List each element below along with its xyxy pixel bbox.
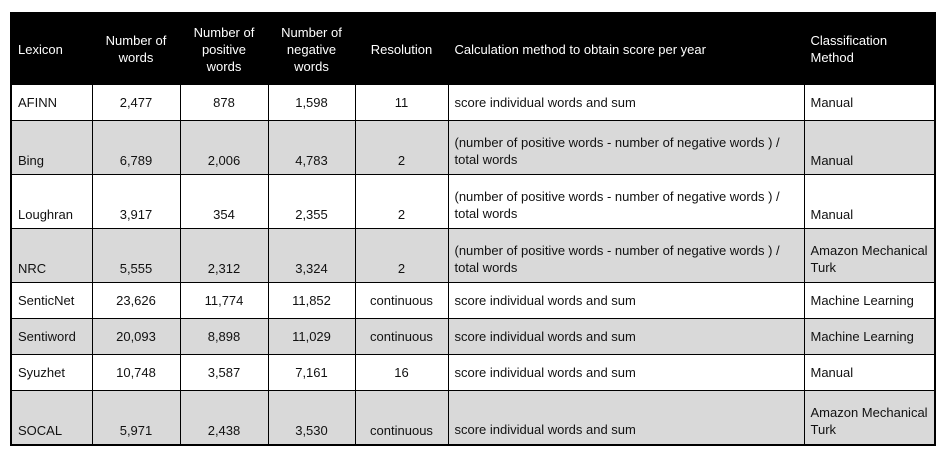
table-row (11, 391, 935, 445)
header-calculation-method: Calculation method to obtain score per year (448, 13, 804, 85)
cell-negative: 4,783 (268, 121, 355, 175)
cell-resolution: 2 (355, 121, 448, 175)
cell-positive: 2,438 (180, 391, 268, 445)
cell-calculation: score individual words and sum (448, 283, 804, 319)
header-positive-words: Number of positive words (180, 13, 268, 85)
cell-resolution: continuous (355, 391, 448, 445)
cell-lexicon: AFINN (11, 85, 92, 121)
cell-lexicon: Bing (11, 121, 92, 175)
cell-calculation: (number of positive words - number of negative words ) / total words (448, 175, 804, 229)
cell-negative: 1,598 (268, 85, 355, 121)
cell-negative: 7,161 (268, 355, 355, 391)
header-number-of-words: Number of words (92, 13, 180, 85)
cell-lexicon: Loughran (11, 175, 92, 229)
header-classification-method: Classification Method (804, 13, 935, 85)
cell-lexicon: SOCAL (11, 391, 92, 445)
cell-negative: 2,355 (268, 175, 355, 229)
cell-words: 10,748 (92, 355, 180, 391)
cell-positive: 11,774 (180, 283, 268, 319)
cell-resolution: continuous (355, 319, 448, 355)
cell-calculation: (number of positive words - number of negative words ) / total words (448, 121, 804, 175)
cell-classification: Machine Learning (804, 283, 935, 319)
table-row (11, 229, 935, 283)
cell-classification: Machine Learning (804, 319, 935, 355)
cell-negative: 3,324 (268, 229, 355, 283)
cell-positive: 8,898 (180, 319, 268, 355)
cell-resolution: 11 (355, 85, 448, 121)
header-lexicon: Lexicon (11, 13, 92, 85)
cell-classification: Manual (804, 355, 935, 391)
cell-calculation: score individual words and sum (448, 355, 804, 391)
cell-words: 3,917 (92, 175, 180, 229)
cell-lexicon: NRC (11, 229, 92, 283)
cell-negative: 3,530 (268, 391, 355, 445)
cell-positive: 2,006 (180, 121, 268, 175)
cell-words: 23,626 (92, 283, 180, 319)
cell-words: 20,093 (92, 319, 180, 355)
cell-calculation: score individual words and sum (448, 319, 804, 355)
header-negative-words: Number of negative words (268, 13, 355, 85)
cell-positive: 878 (180, 85, 268, 121)
table-row (11, 319, 935, 355)
cell-classification: Manual (804, 175, 935, 229)
cell-calculation: (number of positive words - number of negative words ) / total words (448, 229, 804, 283)
header-resolution: Resolution (355, 13, 448, 85)
cell-classification: Amazon Mechanical Turk (804, 391, 935, 445)
table-row (11, 283, 935, 319)
table-header-row (11, 13, 935, 85)
cell-lexicon: SenticNet (11, 283, 92, 319)
cell-positive: 2,312 (180, 229, 268, 283)
table-row (11, 175, 935, 229)
table-row (11, 355, 935, 391)
cell-calculation: score individual words and sum (448, 391, 804, 445)
cell-classification: Amazon Mechanical Turk (804, 229, 935, 283)
cell-words: 5,555 (92, 229, 180, 283)
cell-resolution: 16 (355, 355, 448, 391)
cell-words: 6,789 (92, 121, 180, 175)
cell-negative: 11,852 (268, 283, 355, 319)
cell-negative: 11,029 (268, 319, 355, 355)
cell-words: 5,971 (92, 391, 180, 445)
cell-resolution: 2 (355, 175, 448, 229)
cell-lexicon: Sentiword (11, 319, 92, 355)
table-row (11, 85, 935, 121)
cell-resolution: 2 (355, 229, 448, 283)
table-row (11, 121, 935, 175)
cell-resolution: continuous (355, 283, 448, 319)
cell-words: 2,477 (92, 85, 180, 121)
cell-classification: Manual (804, 85, 935, 121)
lexicon-table (10, 12, 936, 446)
cell-classification: Manual (804, 121, 935, 175)
cell-lexicon: Syuzhet (11, 355, 92, 391)
cell-calculation: score individual words and sum (448, 85, 804, 121)
cell-positive: 354 (180, 175, 268, 229)
cell-positive: 3,587 (180, 355, 268, 391)
lexicon-table-container (10, 12, 936, 446)
